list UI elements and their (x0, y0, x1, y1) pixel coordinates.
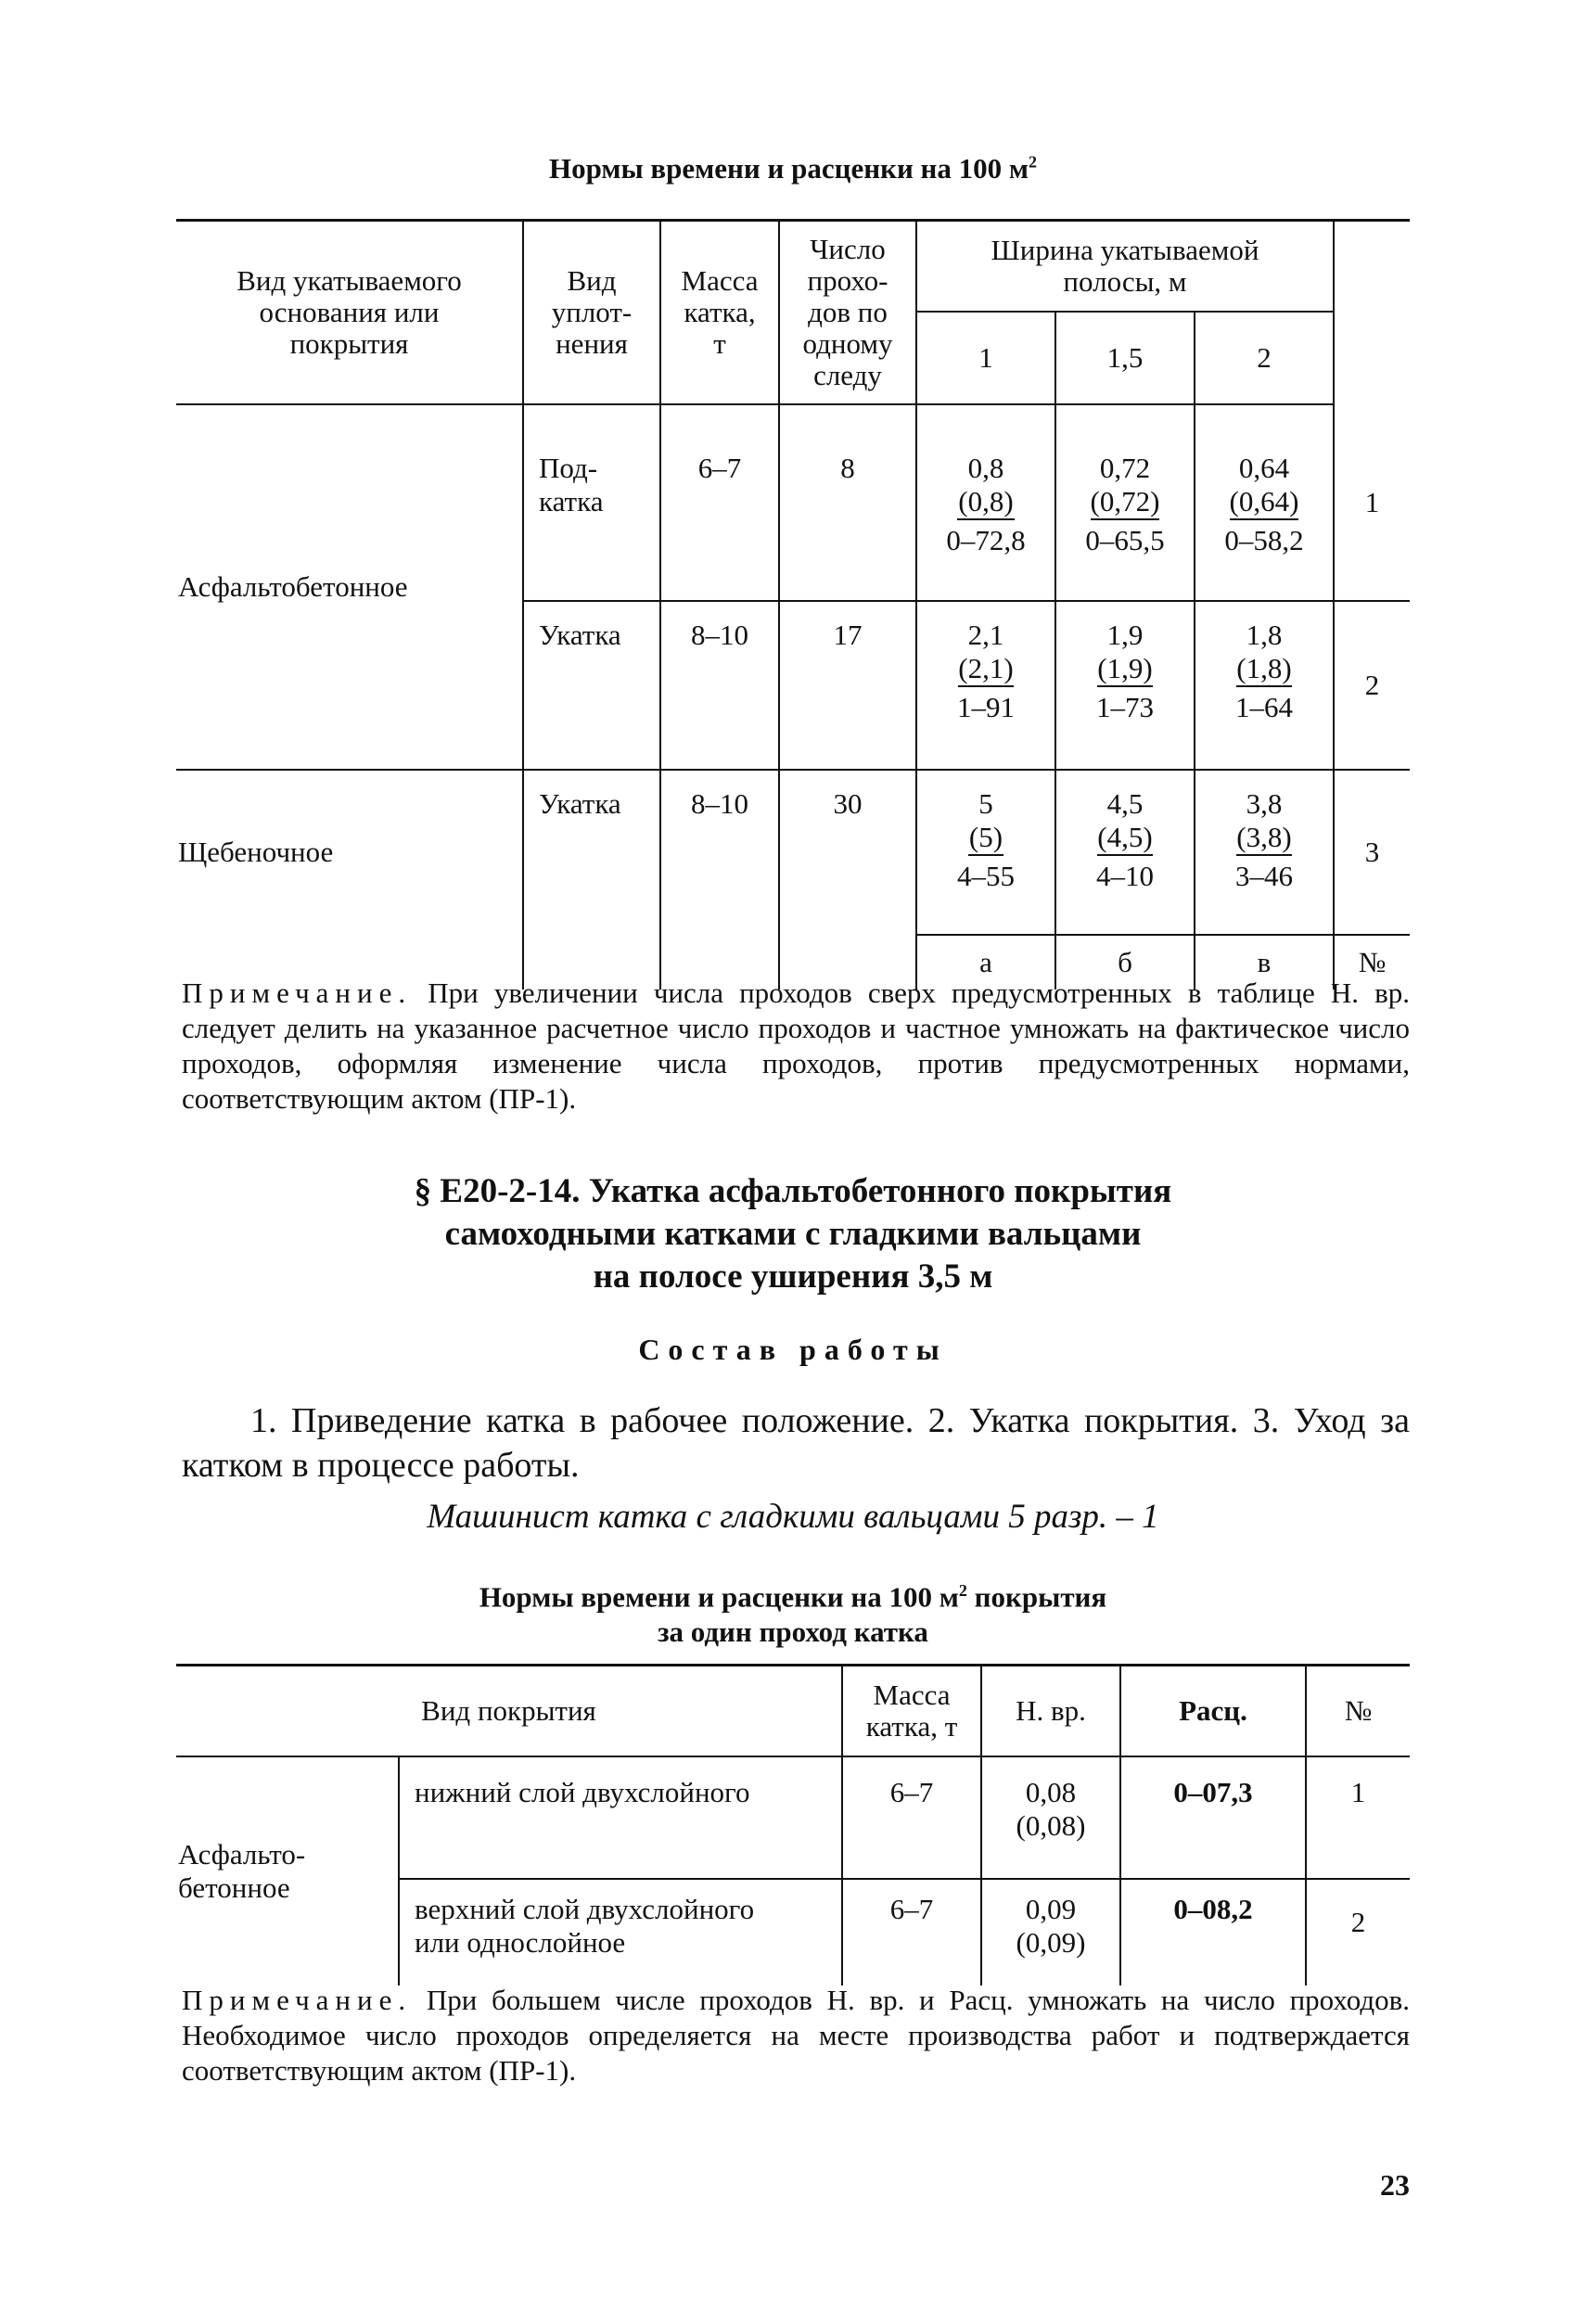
mass-cell: 8–10 (660, 770, 779, 990)
mass-cell: 6–7 (660, 404, 779, 601)
passes-cell: 30 (779, 770, 916, 990)
value-cell: 5 (5) 4–55 (916, 770, 1055, 935)
rate-cell: 0–08,2 (1120, 1879, 1306, 1986)
compaction-cell: Укатка (523, 601, 660, 770)
rate-cell: 0–07,3 (1120, 1756, 1306, 1879)
norms-table-2 (176, 1664, 1410, 1986)
header-base-type: Вид укатываемого основания или покрытия (176, 221, 523, 405)
passes-cell: 17 (779, 601, 916, 770)
table1-caption: Нормы времени и расценки на 100 $м^2$ (548, 152, 1038, 185)
row-number: 2 (1334, 601, 1410, 770)
mass-cell: 6–7 (842, 1879, 981, 1986)
group-asphalt: Асфальто- бетонное (178, 1838, 306, 1904)
norm-cell: 0,09 (0,09) (981, 1879, 1120, 1986)
header-time-norm: Н. вр. (981, 1666, 1120, 1757)
mass-cell: 8–10 (660, 601, 779, 770)
composition-text: 1. Приведение катка в рабочее положение. 2. Укатка покрытия. 3. Уход за катком в процессе работы. (182, 1401, 1410, 1485)
header-width-2: 2 (1195, 312, 1334, 404)
row-number: 1 (1334, 404, 1410, 601)
header-num-blank (1334, 221, 1410, 405)
section-heading: § Е20-2-14. Укатка асфальтобетонного покрытия самоходными катками с гладкими вальцами на полосе уширения 3,5 м (414, 1172, 1172, 1296)
value-cell: 1,8 (1,8) 1–64 (1195, 601, 1334, 770)
composition-heading: Состав работы (638, 1333, 948, 1366)
header-width-1-5: 1,5 (1055, 312, 1195, 404)
page-number: 23 (1380, 2168, 1410, 2202)
row-number: 1 (1306, 1756, 1410, 1879)
value-cell: 0,8 (0,8) 0–72,8 (916, 404, 1055, 601)
header-passes: Число прохо- дов по одному следу (779, 221, 916, 405)
header-rate: Расц. (1120, 1666, 1306, 1757)
mass-cell: 6–7 (842, 1756, 981, 1879)
table2-caption: Нормы времени и расценки на 100 $м^2$ покрытия за один проход катка (479, 1580, 1107, 1649)
crew-line: Машинист катка с гладкими вальцами 5 разр. – 1 (427, 1498, 1159, 1536)
header-roller-mass: Масса катка, т (842, 1666, 981, 1757)
value-cell: 3,8 (3,8) 3–46 (1195, 770, 1334, 935)
header-width-group: Ширина укатываемой полосы, м (916, 221, 1334, 313)
row-number: 2 (1306, 1879, 1410, 1986)
value-cell: 4,5 (4,5) 4–10 (1055, 770, 1195, 935)
header-width-1: 1 (916, 312, 1055, 404)
passes-cell: 8 (779, 404, 916, 601)
compaction-cell: Укатка (523, 770, 660, 990)
header-num: № (1306, 1666, 1410, 1757)
row-number: 3 (1334, 770, 1410, 935)
header-compaction: Вид уплот- нения (523, 221, 660, 405)
column-num-sign: № (1334, 935, 1410, 990)
column-letter-v: в (1195, 935, 1334, 990)
base-asphalt: Асфальтобетонное (176, 404, 523, 770)
norm-cell: 0,08 (0,08) (981, 1756, 1120, 1879)
compaction-cell: Под- катка (523, 404, 660, 601)
column-letter-b: б (1055, 935, 1195, 990)
header-mass: Масса катка, т (660, 221, 779, 405)
value-cell: 1,9 (1,9) 1–73 (1055, 601, 1195, 770)
value-cell: 2,1 (2,1) 1–91 (916, 601, 1055, 770)
value-cell: 0,72 (0,72) 0–65,5 (1055, 404, 1195, 601)
value-cell: 0,64 (0,64) 0–58,2 (1195, 404, 1334, 601)
base-crushed-stone: Щебеночное (178, 836, 334, 868)
column-letter-a: а (916, 935, 1055, 990)
note-2: Примечание. При большем числе проходов Н. вр. и Расц. умножать на число проходов. Необходимое число проходов определяется на месте производства работ и подтверждается соответствующим актом (ПР-1). (182, 1984, 1410, 2087)
layer-cell: нижний слой двухслойного (399, 1756, 842, 1879)
norms-table-1 (176, 219, 1410, 990)
layer-cell: верхний слой двухслойного или однослойное (399, 1879, 842, 1986)
note-1: Примечание. При увеличении числа проходов сверх предусмотренных в таблице Н. вр. следует делить на указанное расчетное число проходов и частное умножать на фактическое число проходов, оформляя изменение числа проходов, против предусмотренных нормами, соответствующим актом (ПР-1). (182, 977, 1410, 1115)
header-coating-type: Вид покрытия (176, 1666, 842, 1757)
